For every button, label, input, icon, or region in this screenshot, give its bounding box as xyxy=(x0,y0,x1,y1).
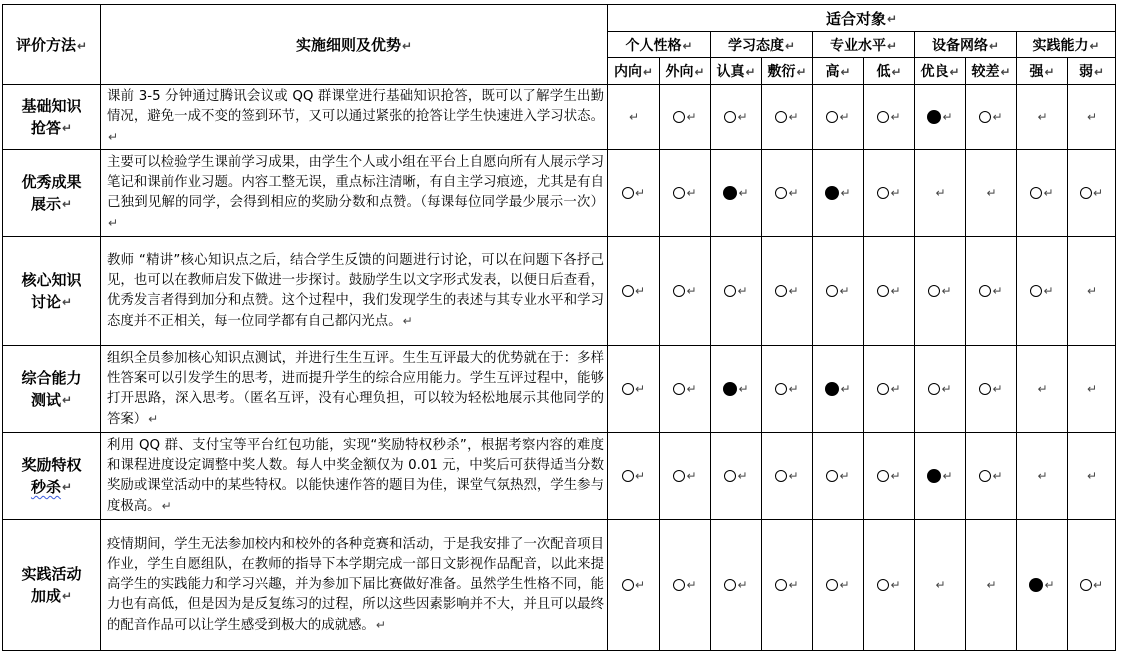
empty-circle-icon xyxy=(826,285,838,297)
mark-cell xyxy=(915,85,966,150)
paragraph-mark-icon: ↵ xyxy=(686,110,697,124)
mark-cell xyxy=(966,150,1017,237)
header-leaf: 弱↵ xyxy=(1068,58,1116,85)
method-cell: 实践活动 加成↵ xyxy=(3,520,101,651)
paragraph-mark-icon: ↵ xyxy=(1037,110,1048,124)
empty-circle-icon xyxy=(622,579,634,591)
empty-circle-icon xyxy=(622,470,634,482)
empty-circle-icon xyxy=(826,111,838,123)
method-cell: 基础知识 抢答↵ xyxy=(3,85,101,150)
mark-cell xyxy=(966,237,1017,346)
empty-circle-icon xyxy=(724,470,736,482)
paragraph-mark-icon: ↵ xyxy=(788,578,799,592)
empty-circle-icon xyxy=(1080,579,1092,591)
mark-cell xyxy=(711,520,762,651)
paragraph-mark-icon: ↵ xyxy=(634,284,646,298)
mark-cell xyxy=(608,85,660,150)
mark-cell xyxy=(915,346,966,433)
table-row xyxy=(3,520,1116,651)
paragraph-mark-icon: ↵ xyxy=(839,110,850,124)
table-row xyxy=(3,85,1116,150)
mark-cell xyxy=(915,237,966,346)
paragraph-mark-icon: ↵ xyxy=(737,110,748,124)
paragraph-mark-icon: ↵ xyxy=(686,578,697,592)
mark-cell xyxy=(915,150,966,237)
paragraph-mark-icon: ↵ xyxy=(1086,382,1098,396)
paragraph-mark-icon: ↵ xyxy=(738,382,749,396)
empty-circle-icon xyxy=(775,383,787,395)
mark-cell xyxy=(813,85,864,150)
mark-cell xyxy=(864,520,915,651)
header-method: 评价方法↵ xyxy=(3,5,101,85)
detail-cell: 疫情期间，学生无法参加校内和校外的各种竞赛和活动，于是我安排了一次配音项目作业，学生自愿组队，在教师的指导下本学期完成一部日文影视作品配音，以此来提高学生的实践能力和学习兴趣，并为参加下届比赛做好准备。虽然学生性格不同，能力也有高低，但是因为是反复练习的过程，所以这些因素影响并不大，并且可以最终的配音作品可以让学生感受到极大的成就感。↵ xyxy=(101,520,608,651)
mark-cell xyxy=(762,346,813,433)
paragraph-mark-icon: ↵ xyxy=(1043,284,1054,298)
paragraph-mark-icon: ↵ xyxy=(1086,110,1098,124)
mark-cell xyxy=(711,150,762,237)
paragraph-mark-icon: ↵ xyxy=(1037,469,1048,483)
header-leaf: 高↵ xyxy=(813,58,864,85)
paragraph-mark-icon: ↵ xyxy=(941,382,952,396)
paragraph-mark-icon: ↵ xyxy=(634,382,646,396)
empty-circle-icon xyxy=(775,470,787,482)
empty-circle-icon xyxy=(724,579,736,591)
header-group-attitude: 学习态度↵ xyxy=(711,32,813,58)
header-leaf: 低↵ xyxy=(864,58,915,85)
mark-cell xyxy=(608,237,660,346)
mark-cell xyxy=(660,520,711,651)
empty-circle-icon xyxy=(622,187,634,199)
empty-circle-icon xyxy=(979,470,991,482)
mark-cell xyxy=(966,346,1017,433)
empty-circle-icon xyxy=(877,187,889,199)
empty-circle-icon xyxy=(673,111,685,123)
mark-cell xyxy=(915,433,966,520)
mark-cell xyxy=(608,520,660,651)
paragraph-mark-icon: ↵ xyxy=(839,578,850,592)
header-leaf: 敷衍↵ xyxy=(762,58,813,85)
empty-circle-icon xyxy=(877,470,889,482)
mark-cell xyxy=(864,150,915,237)
mark-cell xyxy=(813,237,864,346)
mark-cell xyxy=(762,150,813,237)
mark-cell xyxy=(1017,346,1068,433)
mark-cell xyxy=(762,520,813,651)
paragraph-mark-icon: ↵ xyxy=(986,186,997,200)
paragraph-mark-icon: ↵ xyxy=(1086,284,1098,298)
paragraph-mark-icon: ↵ xyxy=(890,382,901,396)
mark-cell xyxy=(966,520,1017,651)
mark-cell xyxy=(711,237,762,346)
paragraph-mark-icon: ↵ xyxy=(788,186,799,200)
mark-cell xyxy=(1017,150,1068,237)
header-leaf: 较差↵ xyxy=(966,58,1017,85)
empty-circle-icon xyxy=(979,111,991,123)
mark-cell xyxy=(660,433,711,520)
empty-circle-icon xyxy=(673,579,685,591)
paragraph-mark-icon: ↵ xyxy=(737,578,748,592)
header-group-practice: 实践能力↵ xyxy=(1017,32,1116,58)
header-leaf: 认真↵ xyxy=(711,58,762,85)
paragraph-mark-icon: ↵ xyxy=(788,469,799,483)
empty-circle-icon xyxy=(724,111,736,123)
header-leaf: 外向↵ xyxy=(660,58,711,85)
empty-circle-icon xyxy=(877,383,889,395)
mark-cell xyxy=(660,346,711,433)
empty-circle-icon xyxy=(673,187,685,199)
header-leaf: 内向↵ xyxy=(608,58,660,85)
paragraph-mark-icon: ↵ xyxy=(634,578,646,592)
paragraph-mark-icon: ↵ xyxy=(737,284,748,298)
header-group-level: 专业水平↵ xyxy=(813,32,915,58)
paragraph-mark-icon: ↵ xyxy=(788,110,799,124)
mark-cell xyxy=(608,346,660,433)
paragraph-mark-icon: ↵ xyxy=(935,578,946,592)
mark-cell xyxy=(711,346,762,433)
filled-circle-icon xyxy=(825,186,839,200)
mark-cell xyxy=(762,237,813,346)
empty-circle-icon xyxy=(877,579,889,591)
table-row xyxy=(3,346,1116,433)
mark-cell xyxy=(762,433,813,520)
mark-cell xyxy=(813,433,864,520)
mark-cell xyxy=(1068,433,1116,520)
paragraph-mark-icon: ↵ xyxy=(839,284,850,298)
mark-cell xyxy=(813,346,864,433)
paragraph-mark-icon: ↵ xyxy=(738,186,749,200)
empty-circle-icon xyxy=(1030,187,1042,199)
empty-circle-icon xyxy=(928,383,940,395)
method-cell: 核心知识 讨论↵ xyxy=(3,237,101,346)
paragraph-mark-icon: ↵ xyxy=(986,578,997,592)
header-details: 实施细则及优势↵ xyxy=(101,5,608,85)
paragraph-mark-icon: ↵ xyxy=(941,284,952,298)
empty-circle-icon xyxy=(877,285,889,297)
mark-cell xyxy=(1017,85,1068,150)
filled-circle-icon xyxy=(825,382,839,396)
mark-cell xyxy=(711,85,762,150)
empty-circle-icon xyxy=(673,383,685,395)
paragraph-mark-icon: ↵ xyxy=(840,382,851,396)
paragraph-mark-icon: ↵ xyxy=(935,186,946,200)
mark-cell xyxy=(660,85,711,150)
paragraph-mark-icon: ↵ xyxy=(992,284,1003,298)
mark-cell xyxy=(1068,237,1116,346)
paragraph-mark-icon: ↵ xyxy=(839,469,850,483)
paragraph-mark-icon: ↵ xyxy=(890,186,901,200)
method-cell: 优秀成果 展示↵ xyxy=(3,150,101,237)
paragraph-mark-icon: ↵ xyxy=(788,284,799,298)
paragraph-mark-icon: ↵ xyxy=(1092,578,1104,592)
paragraph-mark-icon: ↵ xyxy=(942,110,953,124)
mark-cell xyxy=(660,150,711,237)
filled-circle-icon xyxy=(927,469,941,483)
filled-circle-icon xyxy=(1029,578,1043,592)
mark-cell xyxy=(1068,520,1116,651)
paragraph-mark-icon: ↵ xyxy=(634,186,646,200)
evaluation-table xyxy=(2,4,1116,651)
method-cell: 奖励特权 秒杀↵ xyxy=(3,433,101,520)
mark-cell xyxy=(864,346,915,433)
paragraph-mark-icon: ↵ xyxy=(1092,186,1104,200)
paragraph-mark-icon: ↵ xyxy=(840,186,851,200)
paragraph-mark-icon: ↵ xyxy=(686,469,697,483)
mark-cell xyxy=(813,150,864,237)
mark-cell xyxy=(864,433,915,520)
mark-cell xyxy=(711,433,762,520)
empty-circle-icon xyxy=(1030,285,1042,297)
empty-circle-icon xyxy=(673,285,685,297)
header-leaf: 强↵ xyxy=(1017,58,1068,85)
mark-cell xyxy=(660,237,711,346)
empty-circle-icon xyxy=(775,111,787,123)
paragraph-mark-icon: ↵ xyxy=(890,469,901,483)
header-group-network: 设备网络↵ xyxy=(915,32,1017,58)
mark-cell xyxy=(915,520,966,651)
mark-cell xyxy=(1068,150,1116,237)
paragraph-mark-icon: ↵ xyxy=(992,110,1003,124)
mark-cell xyxy=(813,520,864,651)
empty-circle-icon xyxy=(1080,187,1092,199)
table-row xyxy=(3,237,1116,346)
table-row xyxy=(3,150,1116,237)
mark-cell xyxy=(1068,85,1116,150)
empty-circle-icon xyxy=(826,470,838,482)
mark-cell xyxy=(864,85,915,150)
mark-cell xyxy=(864,237,915,346)
paragraph-mark-icon: ↵ xyxy=(1043,186,1054,200)
mark-cell xyxy=(1068,346,1116,433)
detail-cell: 组织全员参加核心知识点测试，并进行生生互评。生生互评最大的优势就在于：多样性答案可以引发学生的思考，进而提升学生的综合应用能力。学生互评过程中，能够打开思路，深入思考。（匿名互评，没有心理负担，可以较为轻松地展示其他同学的答案）↵ xyxy=(101,346,608,433)
paragraph-mark-icon: ↵ xyxy=(1086,469,1098,483)
paragraph-mark-icon: ↵ xyxy=(686,284,697,298)
empty-circle-icon xyxy=(979,383,991,395)
paragraph-mark-icon: ↵ xyxy=(890,110,901,124)
header-group-personality: 个人性格↵ xyxy=(608,32,711,58)
empty-circle-icon xyxy=(724,285,736,297)
empty-circle-icon xyxy=(622,383,634,395)
mark-cell xyxy=(966,433,1017,520)
mark-cell xyxy=(608,150,660,237)
mark-cell xyxy=(966,85,1017,150)
filled-circle-icon xyxy=(723,186,737,200)
paragraph-mark-icon: ↵ xyxy=(992,382,1003,396)
empty-circle-icon xyxy=(622,285,634,297)
table-row xyxy=(3,433,1116,520)
header-target: 适合对象↵ xyxy=(608,5,1116,32)
paragraph-mark-icon: ↵ xyxy=(788,382,799,396)
method-cell: 综合能力 测试↵ xyxy=(3,346,101,433)
paragraph-mark-icon: ↵ xyxy=(686,382,697,396)
mark-cell xyxy=(1017,433,1068,520)
paragraph-mark-icon: ↵ xyxy=(992,469,1003,483)
detail-cell: 主要可以检验学生课前学习成果，由学生个人或小组在平台上自愿向所有人展示学习笔记和课前作业习题。内容工整无误，重点标注清晰，有自主学习痕迹，尤其是有自己独到见解的同学，会得到相应的奖励分数和点赞。（每课每位同学最少展示一次）↵ xyxy=(101,150,608,237)
empty-circle-icon xyxy=(673,470,685,482)
paragraph-mark-icon: ↵ xyxy=(628,110,640,124)
paragraph-mark-icon: ↵ xyxy=(890,578,901,592)
filled-circle-icon xyxy=(723,382,737,396)
empty-circle-icon xyxy=(928,285,940,297)
empty-circle-icon xyxy=(877,111,889,123)
empty-circle-icon xyxy=(979,285,991,297)
paragraph-mark-icon: ↵ xyxy=(1037,382,1048,396)
paragraph-mark-icon: ↵ xyxy=(942,469,953,483)
detail-cell: 课前 3-5 分钟通过腾讯会议或 QQ 群课堂进行基础知识抢答，既可以了解学生出勤情况，避免一成不变的签到环节，又可以通过紧张的抢答让学生快速进入学习状态。↵ xyxy=(101,85,608,150)
empty-circle-icon xyxy=(826,579,838,591)
paragraph-mark-icon: ↵ xyxy=(890,284,901,298)
paragraph-mark-icon: ↵ xyxy=(634,469,646,483)
detail-cell: 利用 QQ 群、支付宝等平台红包功能，实现“奖励特权秒杀”，根据考察内容的难度和课程进度设定调整中奖人数。每人中奖金额仅为 0.01 元，中奖后可获得适当分数奖励或课堂活动中的某些特权。以能快速作答的题目为佳，课堂气氛热烈，学生参与度极高。↵ xyxy=(101,433,608,520)
mark-cell xyxy=(1017,237,1068,346)
paragraph-mark-icon: ↵ xyxy=(737,469,748,483)
paragraph-mark-icon: ↵ xyxy=(686,186,697,200)
mark-cell xyxy=(1017,520,1068,651)
empty-circle-icon xyxy=(775,187,787,199)
header-leaf: 优良↵ xyxy=(915,58,966,85)
empty-circle-icon xyxy=(775,285,787,297)
mark-cell xyxy=(608,433,660,520)
detail-cell: 教师 “精讲”核心知识点之后，结合学生反馈的问题进行讨论，可以在问题下各抒己见，也可以在教师启发下做进一步探讨。鼓励学生以文字形式发表，以便日后查看，优秀发言者得到加分和点赞。这个过程中，我们发现学生的表述与其专业水平和学习态度并不正相关，每一位同学都有自己都闪光点。↵ xyxy=(101,237,608,346)
mark-cell xyxy=(762,85,813,150)
paragraph-mark-icon: ↵ xyxy=(1044,578,1055,592)
filled-circle-icon xyxy=(927,110,941,124)
empty-circle-icon xyxy=(775,579,787,591)
